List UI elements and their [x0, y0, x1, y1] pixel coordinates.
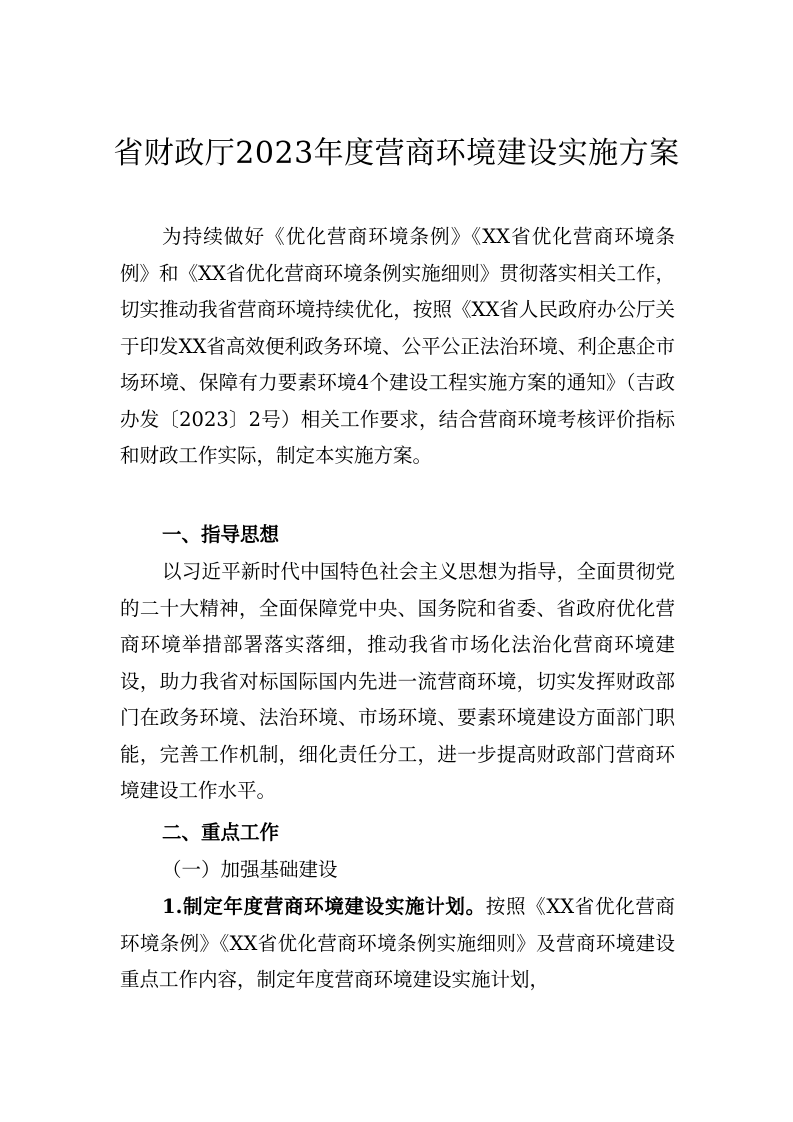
work-item-paragraph [120, 889, 675, 999]
document-title: 省财政厅2023年度营商环境建设实施方案 [113, 136, 680, 171]
work-item-text: 按照《XX省优化营商环境条例》《XX省优化营商环境条例实施细则》及营商环境建设重点工作内容，制定年度营商环境建设实施计划， [120, 895, 676, 991]
intro-paragraph: 为持续做好《优化营商环境条例》《XX省优化营商环境条例》和《XX省优化营商环境条例实施细则》贯彻落实相关工作，切实推动我省营商环境持续优化，按照《XX省人民政府办公厅关于印发XX省高效便利政务环境、公平公正法治环境、利企惠企市场环境、保障有力要素环境4个建设工程实施方案的通知》（吉政办发〔2023〕2号）相关工作要求，结合营商环境考核评价指标和财政工作实际，制定本实施方案。 [120, 225, 675, 467]
work-item-lead: 1.制定年度营商环境建设实施计划。 [162, 895, 486, 918]
section-heading-key-work: 二、重点工作 [162, 821, 280, 844]
subsection-heading-basic-construction: （一）加强基础建设 [162, 858, 338, 881]
section-heading-guiding-ideology: 一、指导思想 [162, 523, 280, 546]
guiding-ideology-paragraph: 以习近平新时代中国特色社会主义思想为指导，全面贯彻党的二十大精神，全面保障党中央、国务院和省委、省政府优化营商环境举措部署落实落细，推动我省市场化法治化营商环境建设，助力我省对标国际国内先进一流营商环境，切实发挥财政部门在政务环境、法治环境、市场环境、要素环境建设方面部门职能，完善工作机制，细化责任分工，进一步提高财政部门营商环境建设工作水平。 [120, 560, 675, 802]
